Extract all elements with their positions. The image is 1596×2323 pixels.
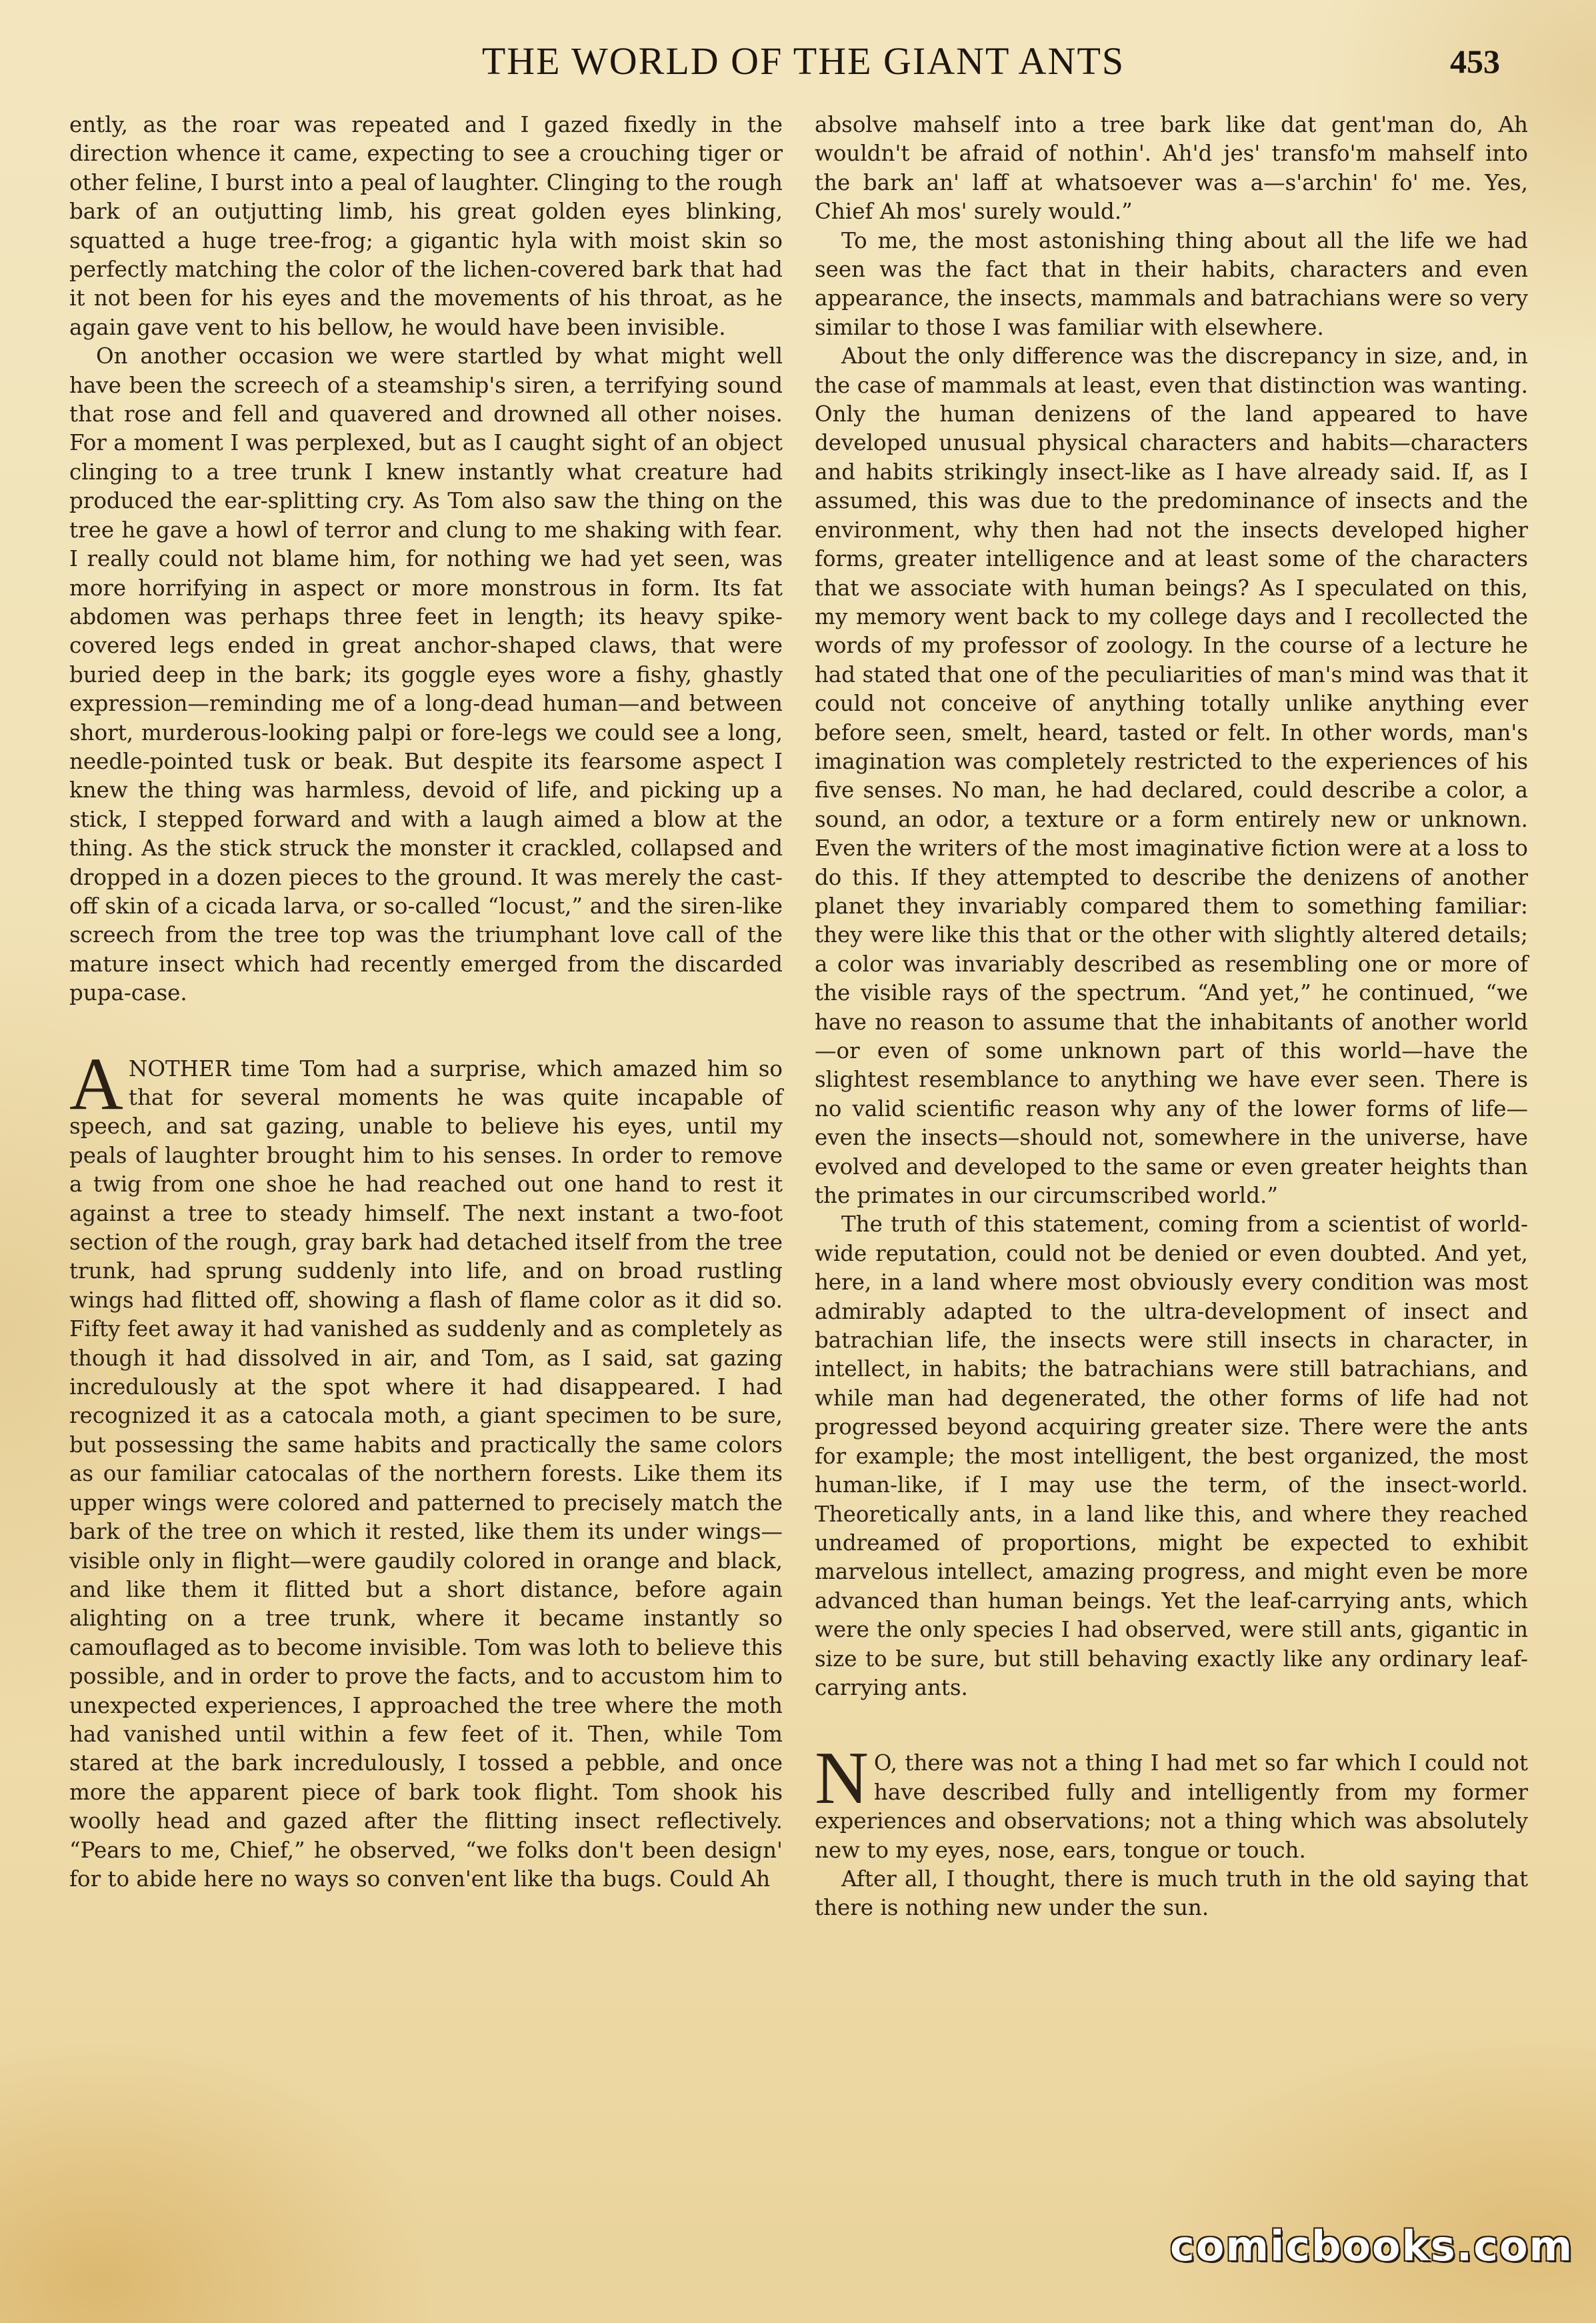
paragraph-right-4: The truth of this statement, coming from a scientist of world-wide reputation, could not be denied or even doubted. And yet, here, in a land where most obviously every condition was most admirably adapted to the ultra-development of insect and batrachian life, the insects were still insects in character, in intellect, in habits; the batrachians were still batrachians, and while man had degenerated, the other forms of life had not progressed beyond acquiring greater size. There were the ants for example; the most intelligent, the best organized, the most human-like, if I may use the term, of the insect-world. Theoretically ants, in a land like this, and where they reached undreamed of proportions, might be expected to exhibit marvelous intellect, amazing progress, and might even be more advanced than human beings. Yet the leaf-carrying ants, which were the only species I had observed, were still ants, gigantic in size to be sure, but still behaving exactly like any ordinary leaf-carrying ants. bbox=[815, 1212, 1528, 1700]
page-number: 453 bbox=[1450, 43, 1500, 80]
paragraph-right-5: NO, there was not a thing I had met so far which I could not have described fully and intelligently from my former experiences and observations; not a thing which was absolutely new to my eyes, nose, ears, tongue or touch. bbox=[815, 1737, 1528, 1863]
paragraph-right-3: About the only difference was the discrepancy in size, and, in the case of mammals at least, even that distinction was wanting. Only the human denizens of the land appeared to have developed unusual physical characters and habits—characters and habits strikingly insect-like as I have already said. If, as I assumed, this was due to the predominance of insects and the environment, why then had not the insects developed higher forms, greater intelligence and at least some of the characters that we associate with human beings? As I speculated on this, my memory went back to my college days and I recollected the words of my professor of zoology. In the course of a lecture he had stated that one of the peculiarities of man's mind was that it could not conceive of anything totally unlike anything ever before seen, smelt, heard, tasted or felt. In other words, man's imagination was completely restricted to the experiences of his five senses. No man, he had declared, could describe a color, a sound, an odor, a texture or a form entirely new or unknown. Even the writers of the most imaginative fiction were at a loss to do this. If they attempted to describe the denizens of another planet they invariably compared them to something familiar: they were like this that or the other with slightly altered details; a color was invariably described as resembling one or more of the visible rays of the spectrum. “And yet,” he continued, “we have no reason to assume that the inhabitants of another world—or even of some unknown part of this world—have the slightest resemblance to anything we have ever seen. There is no valid scientific reason why any of the lower forms of life—even the insects—should not, somewhere in the universe, have evolved and developed to the same or even greater heights than the primates in our circumscribed world.” bbox=[815, 343, 1528, 1209]
section-gap bbox=[815, 1702, 1528, 1749]
section-gap bbox=[69, 1008, 783, 1055]
running-title: THE WORLD OF THE GIANT ANTS bbox=[481, 39, 1125, 83]
paragraph-left-2: On another occasion we were startled by what might well have been the screech of a steamship's siren, a terrifying sound that rose and fell and quavered and drowned all other noises. For a moment I was perplexed, but as I caught sight of an object clinging to a tree trunk I knew instantly what creature had produced the ear-splitting cry. As Tom also saw the thing on the tree he gave a howl of terror and clung to me shaking with fear. I really could not blame him, for nothing we had yet seen, was more horrifying in aspect or more monstrous in form. Its fat abdomen was perhaps three feet in length; its heavy spike-covered legs ended in great anchor-shaped claws, that were buried deep in the bark; its goggle eyes wore a fishy, ghastly expression—reminding me of a long-dead human—and between short, murderous-looking palpi or fore-legs we could see a long, needle-pointed tusk or beak. But despite its fearsome aspect I knew the thing was harmless, devoid of life, and picking up a stick, I stepped forward and with a laugh aimed a blow at the thing. As the stick struck the monster it crackled, collapsed and dropped in a dozen pieces to the ground. It was merely the cast-off skin of a cicada larva, or so-called “locust,” and the siren-like screech from the tree top was the triumphant love call of the mature insect which had recently emerged from the discarded pupa-case. bbox=[69, 343, 783, 1006]
right-column bbox=[815, 111, 1528, 1923]
running-header bbox=[0, 35, 1596, 88]
paragraph-left-1: ently, as the roar was repeated and I gazed fixedly in the direction whence it came, expecting to see a crouching tiger or other feline, I burst into a peal of laughter. Clinging to the rough bark of an outjutting limb, his great golden eyes blinking, squatted a huge tree-frog; a gigantic hyla with moist skin so perfectly matching the color of the lichen-covered bark that had it not been for his eyes and the movements of his throat, as he again gave vent to his bellow, he would have been invisible. bbox=[69, 112, 783, 340]
paragraph-right-1: absolve mahself into a tree bark like dat gent'man do, Ah wouldn't be afraid of nothin'. Ah'd jes' transfo'm mahself into the bark an' laff at whatsoever was a—s'archin' fo' me. Yes, Chief Ah mos' surely would.” bbox=[815, 112, 1528, 225]
site-watermark: comicbooks.com bbox=[1170, 2222, 1574, 2270]
paragraph-left-3: ANOTHER time Tom had a surprise, which amazed him so that for several moments he was quite incapable of speech, and sat gazing, unable to believe his eyes, until my peals of laughter brought him to his senses. In order to remove a twig from one shoe he had reached out one hand to rest it against a tree to steady himself. The next instant a two-foot section of the rough, gray bark had detached itself from the tree trunk, had sprung suddenly into life, and on broad rustling wings had flitted off, showing a flash of flame color as it did so. Fifty feet away it had vanished as suddenly and as completely as though it had dissolved in air, and Tom, as I said, sat gazing incredulously at the spot where it had disappeared. I had recognized it as a catocala moth, a giant specimen to be sure, but possessing the same habits and practically the same colors as our familiar catocalas of the northern forests. Like them its upper wings were colored and patterned to precisely match the bark of the tree on which it rested, like them its under wings—visible only in flight—were gaudily colored in orange and black, and like them it flitted but a short distance, before again alighting on a tree trunk, where it became instantly so camouflaged as to become invisible. Tom was loth to believe this possible, and in order to prove the facts, and to accustom him to unexpected experiences, I approached the tree where the moth had vanished until within a few feet of it. Then, while Tom stared at the bark incredulously, I tossed a pebble, and once more the apparent piece of bark took flight. Tom shook his woolly head and gazed after the flitting insect reflectively. “Pears to me, Chief,” he observed, “we folks don't been design' for to abide here no ways so conven'ent like tha bugs. Could Ah bbox=[69, 1042, 783, 1892]
paragraph-right-6: After all, I thought, there is much truth in the old saying that there is nothing new under the sun. bbox=[815, 1866, 1528, 1921]
left-column bbox=[69, 111, 783, 1894]
paragraph-right-2: To me, the most astonishing thing about all the life we had seen was the fact that in their habits, characters and even appearance, the insects, mammals and batrachians were so very similar to those I was familiar with elsewhere. bbox=[815, 227, 1528, 340]
